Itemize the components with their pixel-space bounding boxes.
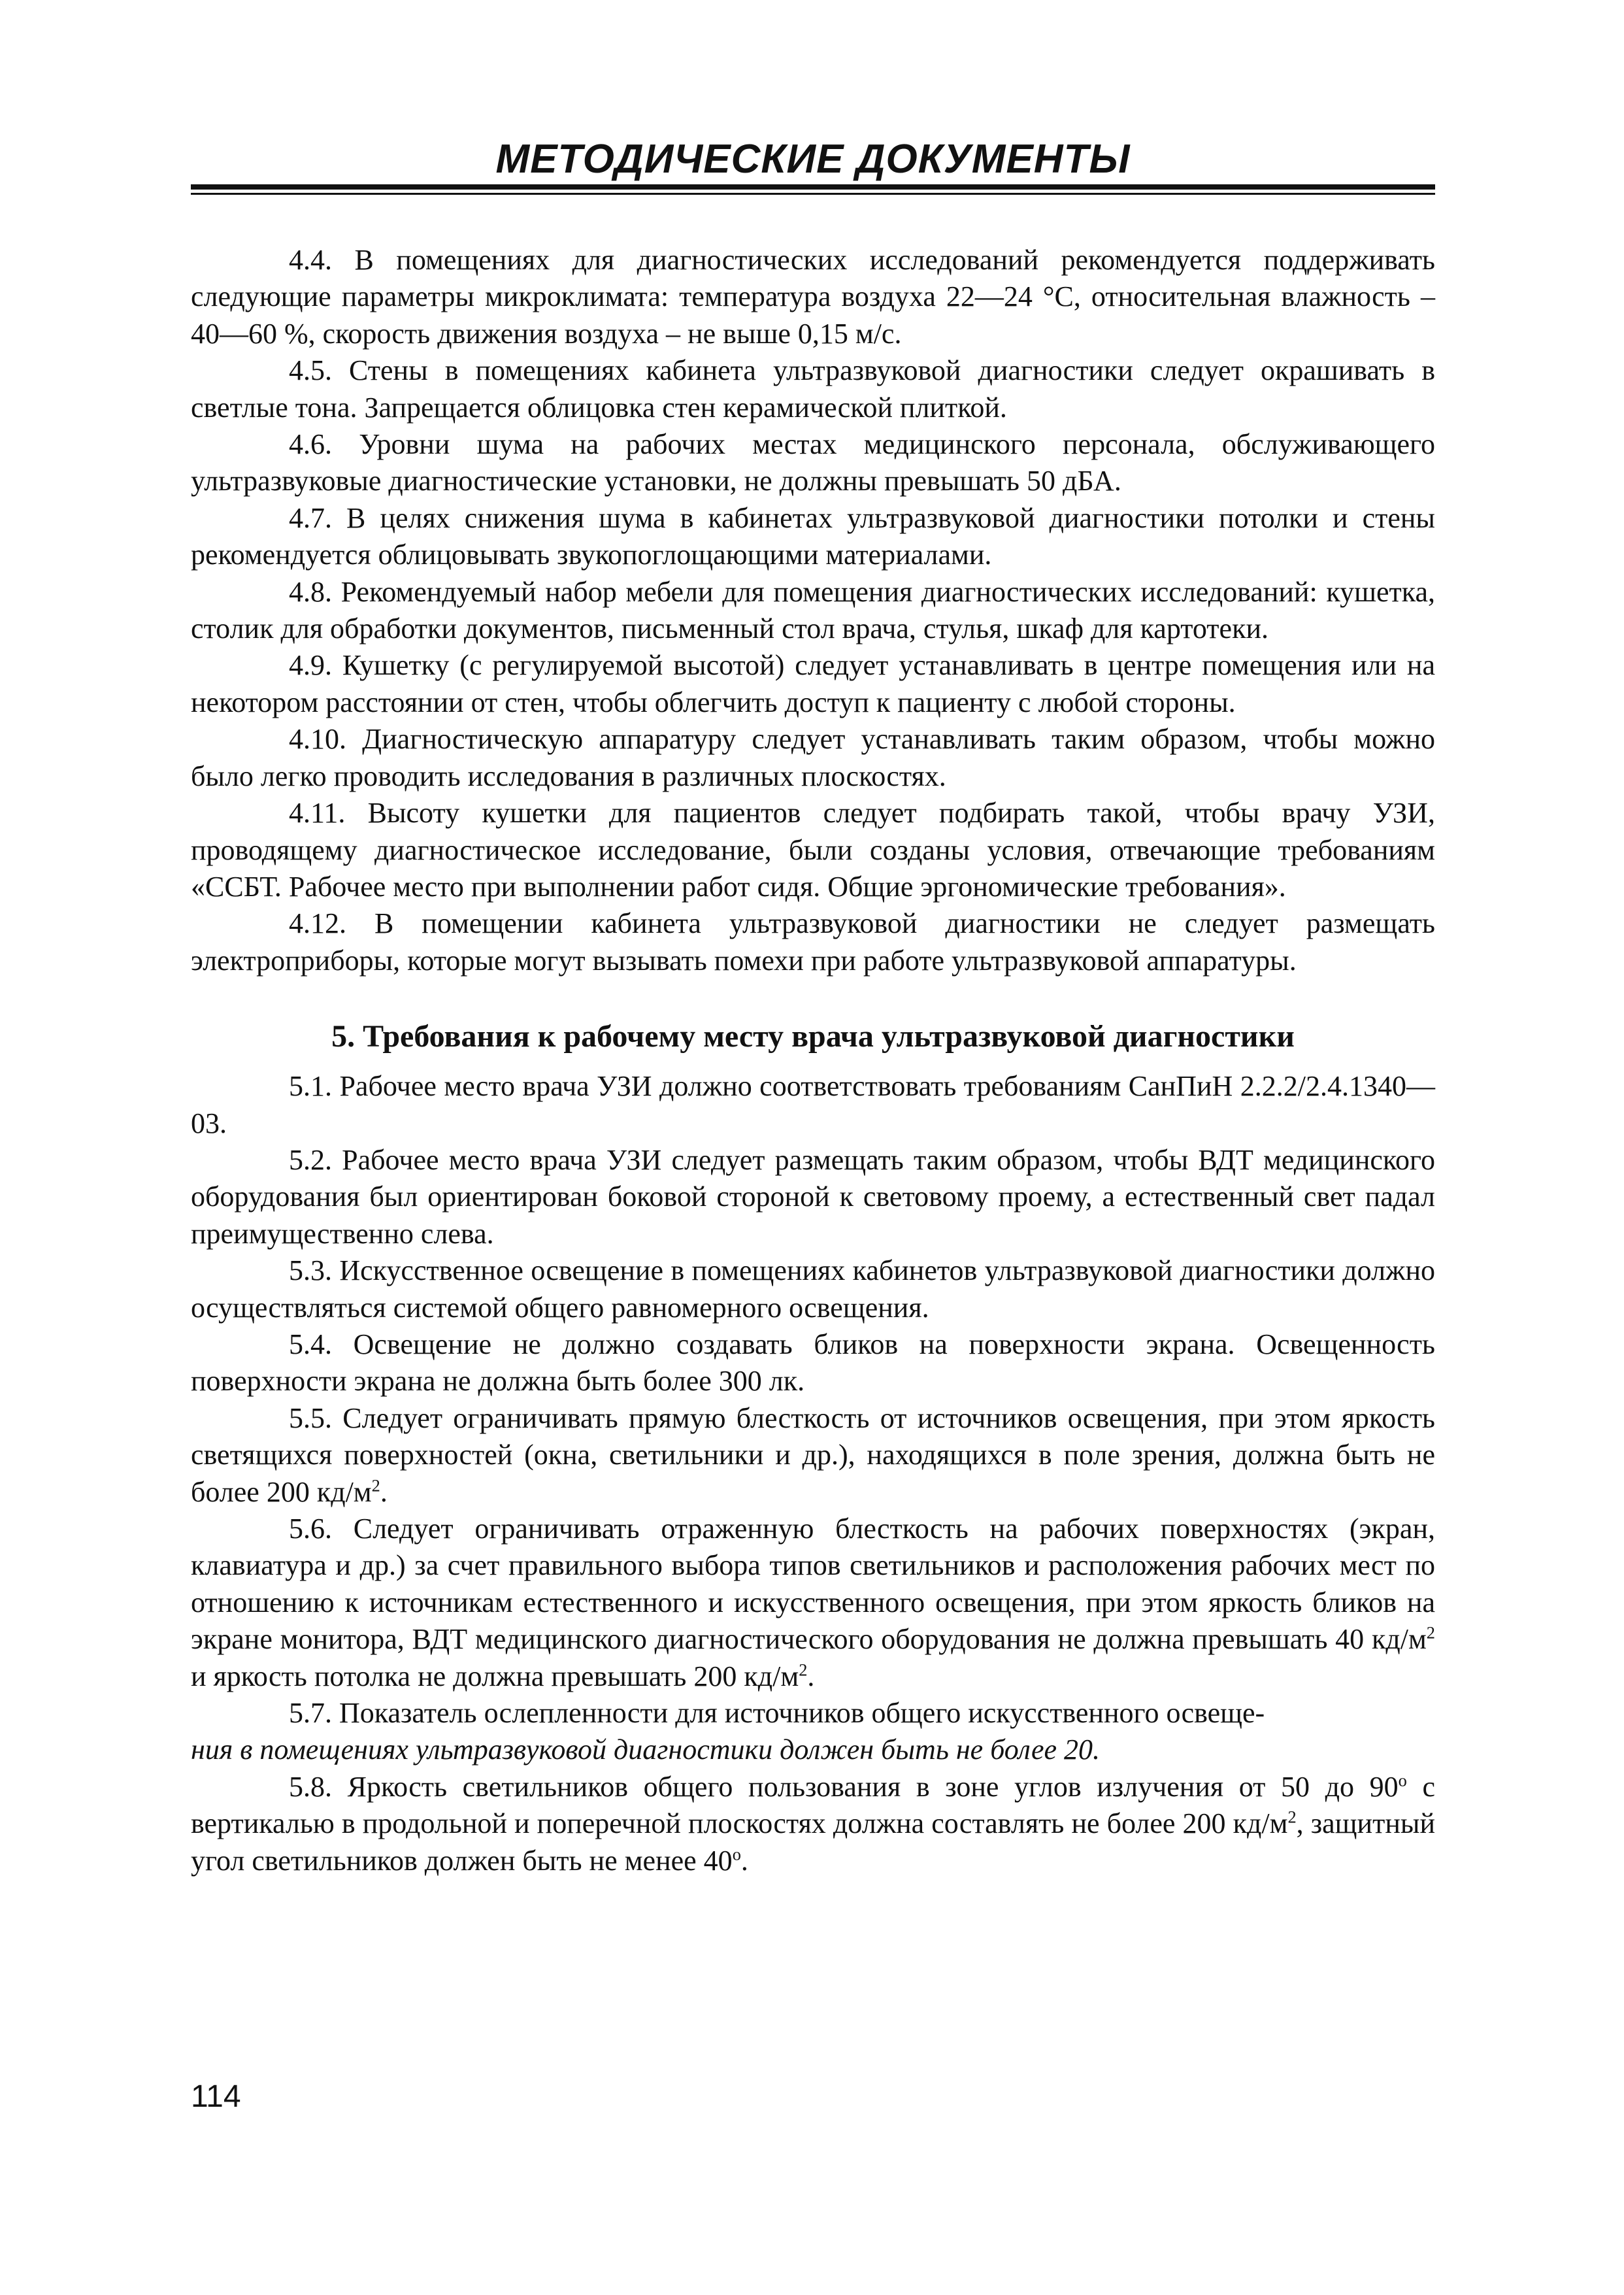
paragraph-5-8-part3: , защитный угол светильников должен быть не менее 40 xyxy=(191,1807,1435,1877)
document-body xyxy=(191,242,1435,1879)
section-5-heading: 5. Требования к рабочему месту врача ультразвуковой диагностики xyxy=(331,1019,1295,1054)
superscript: 2 xyxy=(1426,1622,1435,1643)
paragraph-5-4: 5.4. Освещение не должно создавать бликов на поверхности экрана. Освещенность поверхности экрана не должна быть более 300 лк. xyxy=(191,1328,1435,1398)
paragraph-4-8: 4.8. Рекомендуемый набор мебели для помещения диагностических исследований: кушетка, столик для обработки документов, письменный стол врача, стулья, шкаф для картотеки. xyxy=(191,575,1435,645)
paragraph-5-1: 5.1. Рабочее место врача УЗИ должно соответствовать требованиям СанПиН 2.2.2/2.4.1340—03. xyxy=(191,1070,1435,1139)
paragraph-5-8-part2: с вертикалью в продольной и поперечной плоскостях должна составлять не более 200 кд/м xyxy=(191,1770,1435,1840)
paragraph-end: . xyxy=(740,1844,748,1877)
paragraph-end: . xyxy=(380,1475,388,1508)
superscript: 2 xyxy=(371,1475,380,1495)
paragraph-5-3: 5.3. Искусственное освещение в помещениях кабинетов ультразвуковой диагностики должно осуществляться системой общего равномерного освещения. xyxy=(191,1254,1435,1324)
paragraph-4-12: 4.12. В помещении кабинета ультразвуковой диагностики не следует размещать электроприборы, которые могут вызывать помехи при работе ультразвуковой аппаратуры. xyxy=(191,907,1435,977)
page-number: 114 xyxy=(191,2079,241,2114)
superscript: 2 xyxy=(1287,1807,1297,1827)
header-rule-thick xyxy=(191,184,1435,190)
paragraph-end: . xyxy=(807,1660,815,1692)
paragraph-5-6-part2: и яркость потолка не должна превышать 200 кд/м xyxy=(191,1660,799,1692)
paragraph-4-5: 4.5. Стены в помещениях кабинета ультразвуковой диагностики следует окрашивать в светлые тона. Запрещается облицовка стен керамической плиткой. xyxy=(191,354,1435,424)
paragraph-5-2: 5.2. Рабочее место врача УЗИ следует размещать таким образом, чтобы ВДТ медицинского оборудования был ориентирован боковой стороной к световому проему, а естественный свет падал преимущественно слева. xyxy=(191,1143,1435,1250)
paragraph-4-10: 4.10. Диагностическую аппаратуру следует устанавливать таким образом, чтобы можно было легко проводить исследования в различных плоскостях. xyxy=(191,723,1435,792)
paragraph-4-11: 4.11. Высоту кушетки для пациентов следует подбирать такой, чтобы врачу УЗИ, проводящему диагностическое исследование, были созданы условия, отвечающие требованиям «ССБТ. Рабочее место при выполнении работ сидя. Общие эргономические требования». xyxy=(191,797,1435,903)
superscript: о xyxy=(732,1844,741,1864)
paragraph-5-6 xyxy=(191,1511,1435,1695)
paragraph-5-8-part1: 5.8. Яркость светильников общего пользования в зоне углов излучения от 50 до 90 xyxy=(289,1770,1399,1803)
paragraph-4-4: 4.4. В помещениях для диагностических исследований рекомендуется поддерживать следующие параметры микроклимата: температура воздуха 22—24 °С, относительная влажность – 40—60 %, скорость движения воздуха – не выше 0,15 м/с. xyxy=(191,244,1435,350)
paragraph-4-9: 4.9. Кушетку (с регулируемой высотой) следует устанавливать в центре помещения или на некотором расстоянии от стен, чтобы облегчить доступ к пациенту с любой стороны. xyxy=(191,649,1435,718)
paragraph-5-5-text: 5.5. Следует ограничивать прямую блесткость от источников освещения, при этом яркость светящихся поверхностей (окна, светильники и др.), находящихся в поле зрения, должна быть не более 200 кд/м xyxy=(191,1401,1435,1508)
superscript: о xyxy=(1398,1770,1407,1790)
paragraph-5-5 xyxy=(191,1400,1435,1511)
paragraph-4-6: 4.6. Уровни шума на рабочих местах медицинского персонала, обслуживающего ультразвуковые диагностические установки, не должны превышать 50 дБА. xyxy=(191,428,1435,497)
superscript: 2 xyxy=(799,1659,808,1679)
paragraph-5-7-tail: ния в помещениях ультразвуковой диагностики должен быть не более 20. xyxy=(191,1734,1101,1766)
paragraph-5-8 xyxy=(191,1769,1435,1879)
paragraph-5-7 xyxy=(191,1695,1435,1769)
paragraph-4-7: 4.7. В целях снижения шума в кабинетах ультразвуковой диагностики потолки и стены рекомендуется облицовывать звукопоглощающими материалами. xyxy=(191,501,1435,571)
header-rule-thin xyxy=(191,193,1435,195)
paragraph-5-7-lead: 5.7. Показатель ослепленности для источников общего искусственного освеще- xyxy=(289,1697,1265,1730)
paragraph-5-6-part1: 5.6. Следует ограничивать отраженную блесткость на рабочих поверхностях (экран, клавиатура и др.) за счет правильного выбора типов светильников и расположения рабочих мест по отношению к источникам естественного и искусственного освещения, при этом яркость бликов на экране монитора, ВДТ медицинского диагностического оборудования не должна превышать 40 кд/м xyxy=(191,1513,1435,1656)
running-title: МЕТОДИЧЕСКИЕ ДОКУМЕНТЫ xyxy=(495,137,1131,182)
page-header xyxy=(191,136,1435,195)
